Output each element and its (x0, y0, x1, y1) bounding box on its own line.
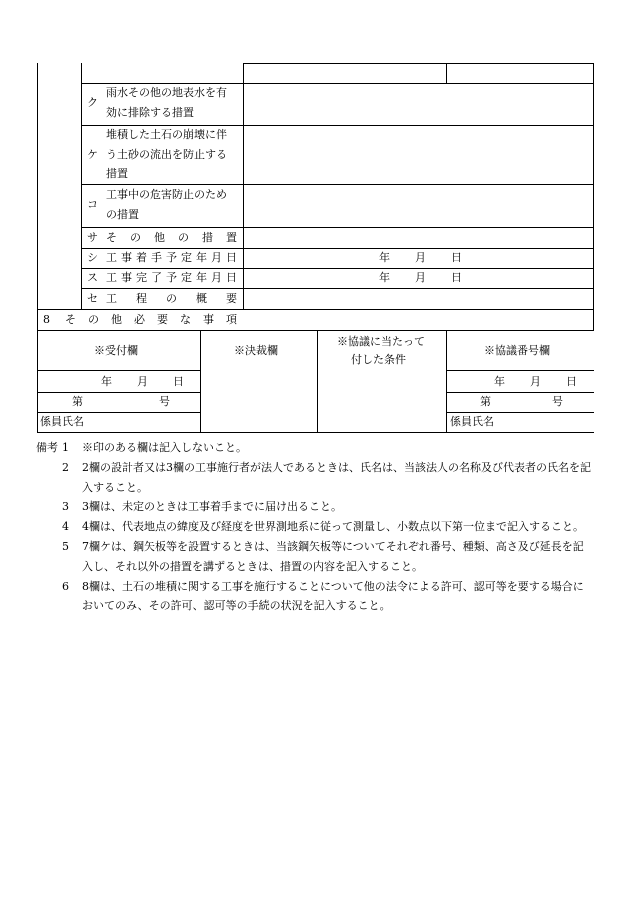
note-text: 2欄の設計者又は3欄の工事施行者が法人であるときは、氏名は、当該法人の名称及び代表者の氏名を記入すること。 (82, 460, 591, 494)
date-month: 月 (415, 271, 426, 284)
row-label-spread: 工 事 着 手 予 定 年 月 日 (106, 251, 237, 264)
decision-header: ※決裁欄 (234, 344, 278, 357)
row-label-line: う土砂の流出を防止する (106, 148, 227, 161)
note-text: ※印のある欄は記入しないこと。 (82, 441, 247, 454)
note-number: 2 (62, 460, 69, 474)
date-year: 年 (494, 375, 505, 388)
note-item (36, 438, 596, 458)
note-number: 5 (62, 539, 69, 553)
row-letter: ス (87, 271, 98, 284)
row-label-line: 堆積した土石の崩壊に伴 (106, 128, 227, 141)
row-label-line: 工事中の危害防止のため (106, 188, 227, 201)
date-day: 日 (451, 271, 462, 284)
note-text: 7欄ケは、鋼矢板等を設置するときは、当該鋼矢板等についてそれぞれ番号、種類、高さ及び延長を記入し、それ以外の措置を講ずるときは、措置の内容を記入すること。 (82, 539, 584, 573)
row-number: 8 (43, 313, 50, 326)
row-letter: シ (87, 251, 98, 264)
note-item (36, 458, 596, 498)
date-month: 月 (137, 375, 148, 388)
row-label-spread: そ の 他 の 措 置 (106, 231, 237, 244)
date-month: 月 (530, 375, 541, 388)
staff-name-label: 係員氏名 (40, 415, 84, 428)
date-year: 年 (379, 251, 390, 264)
staff-name-label: 係員氏名 (450, 415, 494, 428)
note-item (36, 537, 596, 577)
row-label-line: の措置 (106, 208, 139, 221)
row-label-line: 措置 (106, 167, 128, 180)
number-suffix: 号 (159, 395, 170, 408)
row-label-spread: 工 事 完 了 予 定 年 月 日 (106, 271, 237, 284)
note-text: 4欄は、代表地点の緯度及び経度を世界測地系に従って測量し、小数点以下第一位まで記入すること。 (82, 520, 584, 534)
number-suffix: 号 (552, 395, 563, 408)
row-label-line: 雨水その他の地表水を有 (106, 86, 227, 99)
row-letter: コ (87, 198, 98, 211)
note-item (36, 497, 596, 517)
number-prefix: 第 (72, 395, 83, 408)
note-number: 3 (62, 500, 69, 514)
consultation-conditions-header: ※協議に当たって (337, 335, 425, 348)
note-item (36, 517, 596, 537)
notes-section (36, 438, 596, 616)
reception-header: ※受付欄 (94, 344, 138, 357)
row-letter: セ (87, 292, 98, 305)
row-label-line: 効に排除する措置 (106, 106, 194, 119)
note-number: 1 (62, 441, 69, 454)
notes-heading: 備考 (36, 441, 58, 454)
note-number: 4 (62, 520, 69, 534)
date-day: 日 (451, 251, 462, 264)
number-prefix: 第 (480, 395, 491, 408)
date-year: 年 (101, 375, 112, 388)
date-year: 年 (379, 271, 390, 284)
consultation-number-header: ※協議番号欄 (484, 344, 550, 357)
row-letter: ク (87, 96, 98, 109)
date-day: 日 (566, 375, 577, 388)
date-month: 月 (415, 251, 426, 264)
row-letter: サ (87, 231, 98, 244)
row-label-spread: 工 程 の 概 要 (106, 292, 237, 305)
note-text: 3欄は、未定のときは工事着手までに届け出ること。 (82, 500, 342, 514)
note-item (36, 577, 596, 617)
date-day: 日 (173, 375, 184, 388)
row-letter: ケ (87, 148, 98, 161)
note-number: 6 (62, 579, 69, 593)
row-label-spread: そ の 他 必 要 な 事 項 (65, 313, 237, 326)
consultation-conditions-header: 付した条件 (351, 353, 406, 366)
note-text: 8欄は、土石の堆積に関する工事を施行することについて他の法令による許可、認可等を要する場合においてのみ、その許可、認可等の手続の状況を記入すること。 (82, 579, 584, 613)
